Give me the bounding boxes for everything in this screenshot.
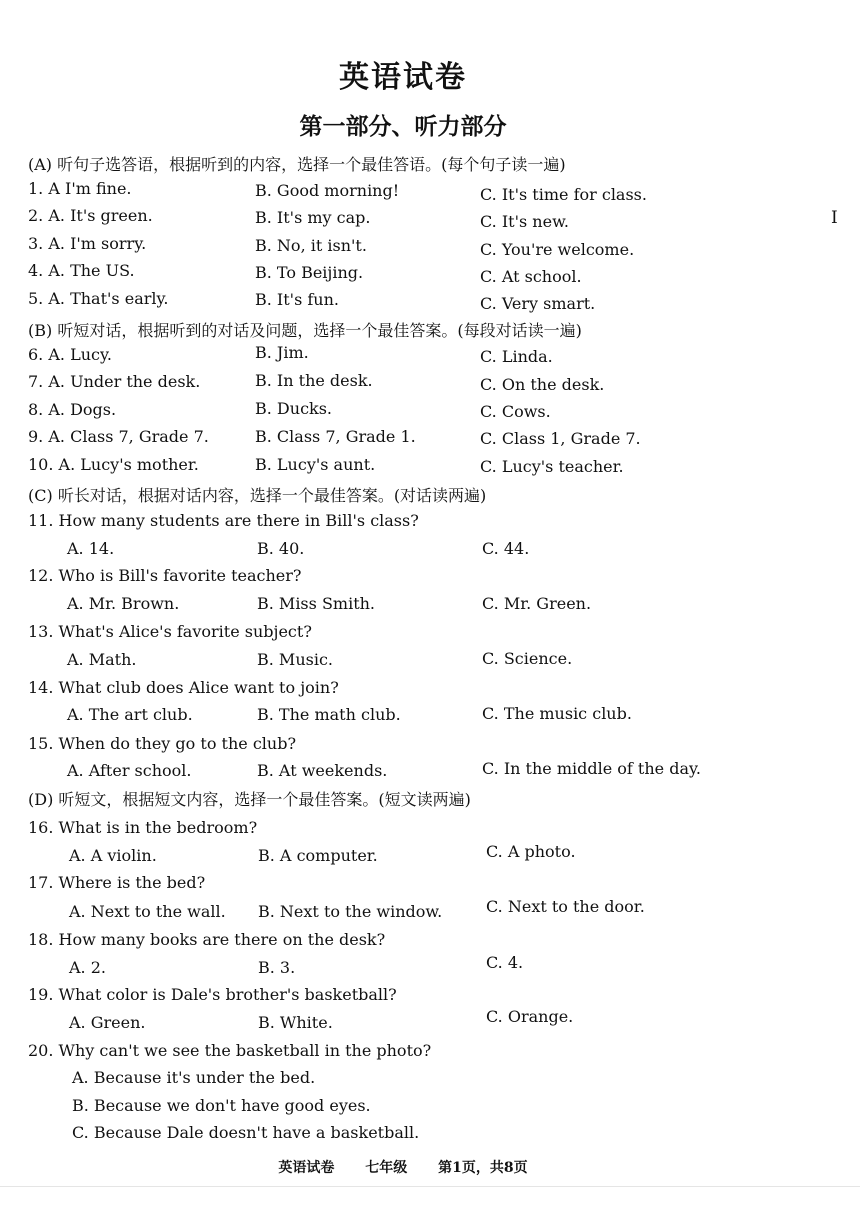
q16-question: 16. What is in the bedroom? [28,818,258,837]
q5-option-c: C. Very smart. [480,294,596,313]
q18-question: 18. How many books are there on the desk? [28,930,386,949]
bottom-divider [0,1186,860,1187]
q11-question: 11. How many students are there in Bill's class? [28,511,419,530]
q11-option-c: C. 44. [482,539,530,558]
section-d-heading: (D) 听短文，根据短文内容，选择一个最佳答案。(短文读两遍) [28,790,471,809]
q17-option-a: A. Next to the wall. [69,902,226,921]
q10-option-a: 10. A. Lucy's mother. [28,455,199,474]
q10-option-b: B. Lucy's aunt. [255,455,376,474]
q7-option-a: 7. A. Under the desk. [28,372,201,391]
q18-option-a: A. 2. [69,958,106,977]
footer-subject: 英语试卷 [278,1160,335,1176]
q4-option-a: 4. A. The US. [28,261,135,280]
side-mark: I [831,208,838,228]
q2-option-c: C. It's new. [480,212,569,231]
q15-option-c: C. In the middle of the day. [482,759,701,778]
q5-option-a: 5. A. That's early. [28,289,169,308]
q7-option-c: C. On the desk. [480,375,605,394]
q6-option-c: C. Linda. [480,347,553,366]
q2-option-b: B. It's my cap. [255,208,371,227]
q19-option-c: C. Orange. [486,1007,574,1026]
q14-question: 14. What club does Alice want to join? [28,678,339,697]
q8-option-b: B. Ducks. [255,399,333,418]
q8-option-c: C. Cows. [480,402,551,421]
q2-option-a: 2. A. It's green. [28,206,153,225]
q9-option-a: 9. A. Class 7, Grade 7. [28,427,209,446]
q15-option-a: A. After school. [67,761,192,780]
q1-option-c: C. It's time for class. [480,185,647,204]
q17-option-b: B. Next to the window. [258,902,443,921]
q1-option-a: 1. A I'm fine. [28,179,132,198]
q20-option-c: C. Because Dale doesn't have a basketball. [72,1123,420,1142]
q16-option-b: B. A computer. [258,846,378,865]
q3-option-a: 3. A. I'm sorry. [28,234,147,253]
page-footer [0,1157,806,1177]
part-title: 第一部分、听力部分 [299,113,507,140]
q14-option-a: A. The art club. [67,705,193,724]
q12-option-c: C. Mr. Green. [482,594,592,613]
q1-option-b: B. Good morning! [255,181,400,200]
q17-option-c: C. Next to the door. [486,897,645,916]
q4-option-b: B. To Beijing. [255,263,364,282]
q3-option-c: C. You're welcome. [480,240,635,259]
q9-option-b: B. Class 7, Grade 1. [255,427,416,446]
q9-option-c: C. Class 1, Grade 7. [480,429,641,448]
q14-option-b: B. The math club. [257,705,401,724]
footer-page-number: 第1页，共8页 [438,1160,528,1176]
q14-option-c: C. The music club. [482,704,632,723]
q19-option-a: A. Green. [69,1013,146,1032]
q20-option-b: B. Because we don't have good eyes. [72,1096,371,1115]
q15-question: 15. When do they go to the club? [28,734,297,753]
q16-option-a: A. A violin. [69,846,157,865]
q6-option-b: B. Jim. [255,343,309,362]
q11-option-a: A. 14. [67,539,115,558]
q18-option-c: C. 4. [486,953,524,972]
q12-question: 12. Who is Bill's favorite teacher? [28,566,302,585]
section-c-heading: (C) 听长对话，根据对话内容，选择一个最佳答案。(对话读两遍) [28,486,487,505]
q17-question: 17. Where is the bed? [28,873,206,892]
q12-option-a: A. Mr. Brown. [67,594,180,613]
q16-option-c: C. A photo. [486,842,576,861]
exam-title: 英语试卷 [339,60,467,95]
q13-option-a: A. Math. [67,650,137,669]
q15-option-b: B. At weekends. [257,761,388,780]
q20-question: 20. Why can't we see the basketball in the photo? [28,1041,432,1060]
q19-option-b: B. White. [258,1013,333,1032]
q10-option-c: C. Lucy's teacher. [480,457,624,476]
q12-option-b: B. Miss Smith. [257,594,376,613]
q3-option-b: B. No, it isn't. [255,236,367,255]
q8-option-a: 8. A. Dogs. [28,400,117,419]
q4-option-c: C. At school. [480,267,582,286]
q19-question: 19. What color is Dale's brother's basketball? [28,985,397,1004]
q7-option-b: B. In the desk. [255,371,373,390]
q6-option-a: 6. A. Lucy. [28,345,112,364]
footer-grade: 七年级 [365,1160,408,1176]
q11-option-b: B. 40. [257,539,305,558]
q20-option-a: A. Because it's under the bed. [72,1068,316,1087]
q13-option-b: B. Music. [257,650,333,669]
section-a-heading: (A) 听句子选答语，根据听到的内容，选择一个最佳答语。(每个句子读一遍) [28,155,566,174]
q5-option-b: B. It's fun. [255,290,339,309]
q18-option-b: B. 3. [258,958,296,977]
q13-option-c: C. Science. [482,649,573,668]
q13-question: 13. What's Alice's favorite subject? [28,622,312,641]
section-b-heading: (B) 听短对话，根据听到的对话及问题，选择一个最佳答案。(每段对话读一遍) [28,321,582,340]
